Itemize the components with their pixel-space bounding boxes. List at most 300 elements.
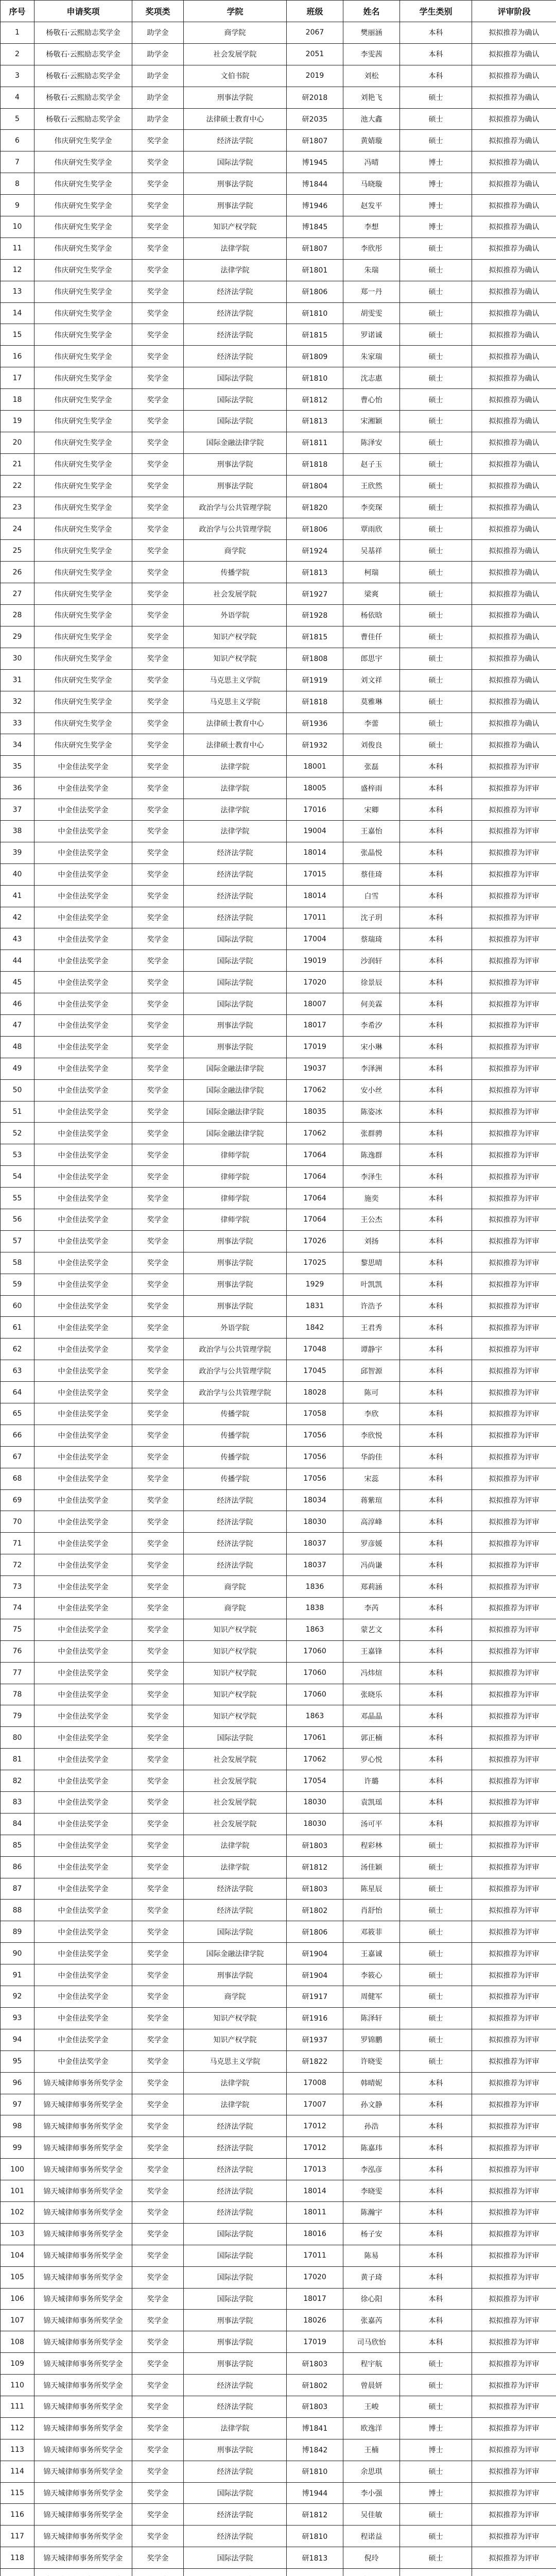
cell-name: 邓晶晶 — [343, 1705, 400, 1727]
cell-review-stage: 拟拟推荐为确认 — [472, 346, 556, 367]
table-row — [1, 1014, 556, 1036]
cell-college: 国际法学院 — [184, 950, 287, 972]
cell-award: 锦天城律师事务所奖学金 — [34, 2266, 132, 2288]
cell-college: 外语学院 — [184, 605, 287, 626]
table-row — [1, 777, 556, 799]
cell-class: 17004 — [287, 928, 343, 950]
cell-review-stage: 拟拟推荐为评审 — [472, 863, 556, 885]
cell-award-type: 奖学金 — [132, 1230, 184, 1252]
cell-college: 社会发展学院 — [184, 1792, 287, 1814]
cell-award-type: 奖学金 — [132, 1554, 184, 1576]
cell-college: 经济法学院 — [184, 2115, 287, 2137]
cell-award: 伟庆研究生奖学金 — [34, 130, 132, 151]
cell-student-type: 本科 — [400, 2266, 472, 2288]
cell-class: 18037 — [287, 1533, 343, 1554]
cell-index: 6 — [1, 130, 34, 151]
cell-name: 李筱心 — [343, 1964, 400, 1986]
cell-class: 研1801 — [287, 259, 343, 281]
cell-name: 程诺益 — [343, 2526, 400, 2547]
cell-award-type: 奖学金 — [132, 2417, 184, 2439]
cell-award: 伟庆研究生奖学金 — [34, 324, 132, 346]
cell-class: 1831 — [287, 1295, 343, 1317]
cell-class: 1838 — [287, 1598, 343, 1619]
cell-student-type: 硕士 — [400, 389, 472, 411]
cell-award: 伟庆研究生奖学金 — [34, 583, 132, 605]
cell-name: 李欣彤 — [343, 238, 400, 259]
cell-class: 研1803 — [287, 1835, 343, 1856]
cell-class: 博1841 — [287, 2417, 343, 2439]
cell-index: 48 — [1, 1036, 34, 1058]
cell-student-type: 硕士 — [400, 583, 472, 605]
cell-student-type: 本科 — [400, 777, 472, 799]
cell-index: 101 — [1, 2180, 34, 2202]
cell-review-stage: 拟拟推荐为评审 — [472, 1640, 556, 1662]
cell-college: 经济法学院 — [184, 1900, 287, 1921]
table-row — [1, 820, 556, 842]
cell-name: 曾晨妍 — [343, 2375, 400, 2396]
cell-class: 研1811 — [287, 432, 343, 453]
cell-student-type: 本科 — [400, 1274, 472, 1295]
cell-college: 刑事法学院 — [184, 2439, 287, 2461]
cell-index: 107 — [1, 2310, 34, 2331]
cell-class: 研1812 — [287, 2504, 343, 2526]
cell-class: 博1944 — [287, 2482, 343, 2504]
cell-review-stage: 拟拟推荐为评审 — [472, 2094, 556, 2115]
cell-name: 罗诺诚 — [343, 324, 400, 346]
cell-award-type: 奖学金 — [132, 1382, 184, 1403]
cell-student-type: 硕士 — [400, 324, 472, 346]
cell-student-type: 本科 — [400, 820, 472, 842]
cell-review-stage: 拟拟推荐为评审 — [472, 2050, 556, 2072]
cell-award: 中金佳法奖学金 — [34, 1101, 132, 1123]
cell-award-type: 奖学金 — [132, 367, 184, 389]
table-row — [1, 1705, 556, 1727]
table-row — [1, 2417, 556, 2439]
table-row — [1, 22, 556, 44]
cell-student-type: 博士 — [400, 173, 472, 195]
cell-class: 研2035 — [287, 108, 343, 130]
cell-award-type: 奖学金 — [132, 1079, 184, 1101]
cell-index: 30 — [1, 648, 34, 669]
table-row — [1, 259, 556, 281]
cell-award: 中金佳法奖学金 — [34, 1230, 132, 1252]
cell-award-type: 奖学金 — [132, 1511, 184, 1533]
cell-award-type: 奖学金 — [132, 475, 184, 497]
cell-index: 3 — [1, 65, 34, 87]
cell-class: 18014 — [287, 842, 343, 863]
table-row — [1, 108, 556, 130]
cell-name: 刘扬 — [343, 1230, 400, 1252]
cell-student-type: 硕士 — [400, 87, 472, 108]
cell-index: 37 — [1, 799, 34, 821]
header-award: 申请奖项 — [34, 1, 132, 22]
cell-review-stage: 拟拟推荐为确认 — [472, 43, 556, 65]
cell-class: 17060 — [287, 1684, 343, 1705]
cell-review-stage: 拟拟推荐为确认 — [472, 389, 556, 411]
cell-review-stage: 拟拟推荐为评审 — [472, 2180, 556, 2202]
cell-index: 97 — [1, 2094, 34, 2115]
cell-name: 徐景辰 — [343, 972, 400, 993]
cell-award-type: 奖学金 — [132, 1166, 184, 1188]
table-row — [1, 842, 556, 863]
cell-name: 韩晴妮 — [343, 2072, 400, 2094]
cell-award-type: 奖学金 — [132, 2504, 184, 2526]
table-row — [1, 1770, 556, 1792]
cell-award: 中金佳法奖学金 — [34, 1943, 132, 1964]
cell-award: 伟庆研究生奖学金 — [34, 497, 132, 518]
table-row — [1, 2288, 556, 2310]
cell-student-type: 本科 — [400, 2094, 472, 2115]
cell-student-type: 本科 — [400, 1230, 472, 1252]
cell-name: 杨依晗 — [343, 605, 400, 626]
table-row — [1, 1123, 556, 1144]
table-row — [1, 1036, 556, 1058]
cell-student-type: 硕士 — [400, 2526, 472, 2547]
cell-award-type: 奖学金 — [132, 2526, 184, 2547]
cell-college: 传播学院 — [184, 1403, 287, 1425]
cell-award-type: 奖学金 — [132, 324, 184, 346]
cell-college: 社会发展学院 — [184, 1813, 287, 1835]
cell-class: 2067 — [287, 22, 343, 44]
cell-name: 陈姿冰 — [343, 1101, 400, 1123]
cell-index: 110 — [1, 2375, 34, 2396]
cell-index: 62 — [1, 1338, 34, 1360]
cell-name: 徐心阳 — [343, 2288, 400, 2310]
cell-class: 18017 — [287, 1014, 343, 1036]
cell-award: 中金佳法奖学金 — [34, 756, 132, 777]
cell-award-type: 奖学金 — [132, 518, 184, 540]
cell-award-type: 奖学金 — [132, 2180, 184, 2202]
cell-college: 法律学院 — [184, 799, 287, 821]
cell-review-stage: 拟拟推荐为评审 — [472, 2461, 556, 2482]
cell-index: 24 — [1, 518, 34, 540]
cell-review-stage: 拟拟推荐为确认 — [472, 562, 556, 583]
cell-index: 66 — [1, 1425, 34, 1446]
cell-award-type: 奖学金 — [132, 885, 184, 907]
cell-student-type: 本科 — [400, 993, 472, 1015]
cell-review-stage: 拟拟推荐为确认 — [472, 130, 556, 151]
cell-award: 伟庆研究生奖学金 — [34, 195, 132, 216]
cell-class: 研1809 — [287, 346, 343, 367]
cell-student-type: 本科 — [400, 885, 472, 907]
table-row — [1, 1986, 556, 2008]
cell-class: 研1818 — [287, 453, 343, 475]
cell-index: 14 — [1, 302, 34, 324]
table-header-row — [1, 1, 556, 22]
cell-review-stage: 拟拟推荐为评审 — [472, 2375, 556, 2396]
cell-award-type: 奖学金 — [132, 1856, 184, 1878]
cell-college: 马克思主义学院 — [184, 691, 287, 713]
table-row — [1, 1640, 556, 1662]
cell-college: 国际法学院 — [184, 389, 287, 411]
cell-award: 锦天城律师事务所奖学金 — [34, 2482, 132, 2504]
cell-review-stage: 拟拟推荐为评审 — [472, 1727, 556, 1749]
cell-award: 中金佳法奖学金 — [34, 2007, 132, 2029]
cell-college: 经济法学院 — [184, 2504, 287, 2526]
cell-award-type: 奖学金 — [132, 1964, 184, 1986]
cell-student-type: 本科 — [400, 1792, 472, 1814]
cell-index: 36 — [1, 777, 34, 799]
cell-review-stage: 拟拟推荐为评审 — [472, 1511, 556, 1533]
cell-review-stage: 拟拟推荐为评审 — [472, 1619, 556, 1640]
cell-review-stage: 拟拟推荐为评审 — [472, 1123, 556, 1144]
cell-index: 90 — [1, 1943, 34, 1964]
cell-award: 中金佳法奖学金 — [34, 1598, 132, 1619]
cell-index: 113 — [1, 2439, 34, 2461]
cell-class: 18035 — [287, 1101, 343, 1123]
cell-award: 伟庆研究生奖学金 — [34, 626, 132, 648]
cell-award-type: 奖学金 — [132, 281, 184, 302]
cell-index: 15 — [1, 324, 34, 346]
cell-index: 77 — [1, 1662, 34, 1684]
cell-award-type: 奖学金 — [132, 2266, 184, 2288]
cell-class: 1836 — [287, 1576, 343, 1598]
cell-index: 89 — [1, 1921, 34, 1943]
cell-college: 刑事法学院 — [184, 2310, 287, 2331]
cell-review-stage: 拟拟推荐为评审 — [472, 993, 556, 1015]
cell-class: 18030 — [287, 1813, 343, 1835]
table-row — [1, 475, 556, 497]
cell-award-type: 奖学金 — [132, 2310, 184, 2331]
cell-class: 研1936 — [287, 713, 343, 734]
cell-name: 欧逸洋 — [343, 2417, 400, 2439]
cell-class: 研1813 — [287, 411, 343, 432]
cell-name: 沙润轩 — [343, 950, 400, 972]
cell-award: 中金佳法奖学金 — [34, 885, 132, 907]
cell-class: 研1806 — [287, 281, 343, 302]
table-row — [1, 411, 556, 432]
cell-award-type: 奖学金 — [132, 713, 184, 734]
cell-name: 沈志惠 — [343, 367, 400, 389]
cell-class: 研1924 — [287, 540, 343, 562]
cell-class: 17026 — [287, 1230, 343, 1252]
cell-award-type: 奖学金 — [132, 907, 184, 928]
cell-review-stage: 拟拟推荐为确认 — [472, 669, 556, 691]
cell-award: 伟庆研究生奖学金 — [34, 238, 132, 259]
cell-award: 中金佳法奖学金 — [34, 928, 132, 950]
table-row — [1, 972, 556, 993]
cell-class: 研1815 — [287, 626, 343, 648]
cell-college: 国际金融法律学院 — [184, 1101, 287, 1123]
cell-award: 杨敬石·云熙励志奖学金 — [34, 43, 132, 65]
cell-review-stage: 拟拟推荐为评审 — [472, 1014, 556, 1036]
cell-class: 17061 — [287, 1727, 343, 1749]
cell-award-type: 奖学金 — [132, 1317, 184, 1338]
cell-college: 国际法学院 — [184, 151, 287, 173]
cell-college: 经济法学院 — [184, 324, 287, 346]
cell-student-type: 硕士 — [400, 432, 472, 453]
cell-award: 伟庆研究生奖学金 — [34, 302, 132, 324]
cell-class: 研1813 — [287, 2547, 343, 2569]
cell-review-stage: 拟拟推荐为评审 — [472, 1403, 556, 1425]
cell-class: 研1810 — [287, 2461, 343, 2482]
cell-review-stage: 拟拟推荐为确认 — [472, 302, 556, 324]
cell-award: 中金佳法奖学金 — [34, 777, 132, 799]
cell-award-type: 奖学金 — [132, 691, 184, 713]
cell-student-type: 本科 — [400, 2159, 472, 2180]
cell-class: 17054 — [287, 1770, 343, 1792]
table-row — [1, 756, 556, 777]
cell-class: 研1803 — [287, 1878, 343, 1900]
cell-index: 17 — [1, 367, 34, 389]
cell-student-type: 本科 — [400, 1058, 472, 1079]
cell-index: 27 — [1, 583, 34, 605]
header-award-type: 奖项类 — [132, 1, 184, 22]
cell-index: 105 — [1, 2266, 34, 2288]
cell-award: 锦天城律师事务所奖学金 — [34, 2461, 132, 2482]
cell-college: 法律学院 — [184, 238, 287, 259]
table-row — [1, 2201, 556, 2223]
table-row — [1, 2526, 556, 2547]
cell-award-type: 奖学金 — [132, 2115, 184, 2137]
cell-award: 杨敬石·云熙励志奖学金 — [34, 108, 132, 130]
cell-review-stage: 拟拟推荐为评审 — [472, 1533, 556, 1554]
cell-review-stage: 拟拟推荐为评审 — [472, 2245, 556, 2266]
cell-student-type: 本科 — [400, 1662, 472, 1684]
table-row — [1, 1468, 556, 1489]
cell-college: 经济法学院 — [184, 2159, 287, 2180]
cell-student-type: 本科 — [400, 756, 472, 777]
cell-award-type: 奖学金 — [132, 2159, 184, 2180]
cell-college: 经济法学院 — [184, 2461, 287, 2482]
cell-index: 29 — [1, 626, 34, 648]
cell-index: 115 — [1, 2482, 34, 2504]
cell-review-stage: 拟拟推荐为确认 — [472, 583, 556, 605]
cell-index: 22 — [1, 475, 34, 497]
table-row — [1, 216, 556, 238]
cell-class: 17020 — [287, 2266, 343, 2288]
cell-name: 盛梓雨 — [343, 777, 400, 799]
cell-review-stage: 拟拟推荐为评审 — [472, 1813, 556, 1835]
cell-index: 18 — [1, 389, 34, 411]
cell-award: 中金佳法奖学金 — [34, 1338, 132, 1360]
cell-class: 18026 — [287, 2310, 343, 2331]
cell-award: 伟庆研究生奖学金 — [34, 259, 132, 281]
cell-class: 18037 — [287, 1554, 343, 1576]
cell-award: 中金佳法奖学金 — [34, 2050, 132, 2072]
cell-review-stage: 拟拟推荐为评审 — [472, 1382, 556, 1403]
cell-index: 55 — [1, 1188, 34, 1209]
cell-college: 经济法学院 — [184, 885, 287, 907]
cell-award: 锦天城律师事务所奖学金 — [34, 2331, 132, 2353]
cell-name: 倪玲 — [343, 2547, 400, 2569]
cell-student-type: 本科 — [400, 950, 472, 972]
cell-index: 5 — [1, 108, 34, 130]
cell-student-type: 本科 — [400, 2180, 472, 2202]
cell-name: 孙浩 — [343, 2115, 400, 2137]
cell-college: 知识产权学院 — [184, 216, 287, 238]
header-name: 姓名 — [343, 1, 400, 22]
cell-college: 国际法学院 — [184, 2266, 287, 2288]
cell-student-type: 本科 — [400, 1598, 472, 1619]
cell-name: 华韵佳 — [343, 1446, 400, 1468]
cell-index: 26 — [1, 562, 34, 583]
cell-student-type: 本科 — [400, 863, 472, 885]
cell-award: 锦天城律师事务所奖学金 — [34, 2180, 132, 2202]
cell-index: 117 — [1, 2526, 34, 2547]
cell-index: 16 — [1, 346, 34, 367]
cell-index: 80 — [1, 1727, 34, 1749]
cell-index: 45 — [1, 972, 34, 993]
cell-award-type: 奖学金 — [132, 626, 184, 648]
cell-name: 王嘉怡 — [343, 820, 400, 842]
cell-college: 国际法学院 — [184, 2288, 287, 2310]
cell-college: 刑事法学院 — [184, 2353, 287, 2375]
cell-name: 陈嘉玮 — [343, 2137, 400, 2159]
cell-index: 72 — [1, 1554, 34, 1576]
cell-award-type: 奖学金 — [132, 238, 184, 259]
cell-college: 知识产权学院 — [184, 1662, 287, 1684]
cell-review-stage: 拟拟推荐为评审 — [472, 1360, 556, 1382]
cell-index: 31 — [1, 669, 34, 691]
cell-college: 商学院 — [184, 540, 287, 562]
header-college: 学院 — [184, 1, 287, 22]
table-row — [1, 2396, 556, 2417]
cell-name: 王嘉诚 — [343, 1943, 400, 1964]
cell-class: 2051 — [287, 43, 343, 65]
cell-class: 研1810 — [287, 367, 343, 389]
cell-student-type: 硕士 — [400, 626, 472, 648]
cell-student-type: 本科 — [400, 842, 472, 863]
cell-class: 17008 — [287, 2072, 343, 2094]
cell-student-type: 本科 — [400, 1101, 472, 1123]
cell-college: 国际法学院 — [184, 2245, 287, 2266]
cell-class: 17064 — [287, 1144, 343, 1166]
cell-award: 中金佳法奖学金 — [34, 1317, 132, 1338]
cell-award-type: 奖学金 — [132, 2288, 184, 2310]
cell-class: 17060 — [287, 1640, 343, 1662]
cell-class: 18001 — [287, 756, 343, 777]
cell-index: 12 — [1, 259, 34, 281]
cell-college: 国际法学院 — [184, 1727, 287, 1749]
cell-student-type: 本科 — [400, 1036, 472, 1058]
cell-award-type: 奖学金 — [132, 2439, 184, 2461]
cell-student-type: 硕士 — [400, 1878, 472, 1900]
table-row — [1, 1382, 556, 1403]
cell-class: 17019 — [287, 1036, 343, 1058]
cell-student-type: 硕士 — [400, 605, 472, 626]
cell-award-type: 奖学金 — [132, 1900, 184, 1921]
cell-college: 国际法学院 — [184, 993, 287, 1015]
cell-award: 锦天城律师事务所奖学金 — [34, 2375, 132, 2396]
cell-class: 研1822 — [287, 2050, 343, 2072]
cell-student-type: 本科 — [400, 1640, 472, 1662]
table-row — [1, 1079, 556, 1101]
cell-college: 法律学院 — [184, 756, 287, 777]
cell-award: 锦天城律师事务所奖学金 — [34, 2310, 132, 2331]
cell-name: 王君秀 — [343, 1317, 400, 1338]
cell-index: 43 — [1, 928, 34, 950]
cell-student-type: 本科 — [400, 1727, 472, 1749]
cell-review-stage: 拟拟推荐为评审 — [472, 2417, 556, 2439]
cell-award-type: 奖学金 — [132, 1036, 184, 1058]
cell-name: 陈泽安 — [343, 432, 400, 453]
cell-index: 114 — [1, 2461, 34, 2482]
cell-review-stage: 拟拟推荐为确认 — [472, 648, 556, 669]
cell-name: 陈易 — [343, 2245, 400, 2266]
cell-college: 国际法学院 — [184, 411, 287, 432]
cell-student-type: 硕士 — [400, 648, 472, 669]
cell-student-type: 本科 — [400, 1813, 472, 1835]
table-row — [1, 691, 556, 713]
cell-award: 伟庆研究生奖学金 — [34, 648, 132, 669]
cell-index: 68 — [1, 1468, 34, 1489]
cell-award-type: 奖学金 — [132, 1598, 184, 1619]
cell-name: 莫雅琳 — [343, 691, 400, 713]
cell-college: 商学院 — [184, 1576, 287, 1598]
cell-award: 锦天城律师事务所奖学金 — [34, 2288, 132, 2310]
cell-award: 伟庆研究生奖学金 — [34, 562, 132, 583]
